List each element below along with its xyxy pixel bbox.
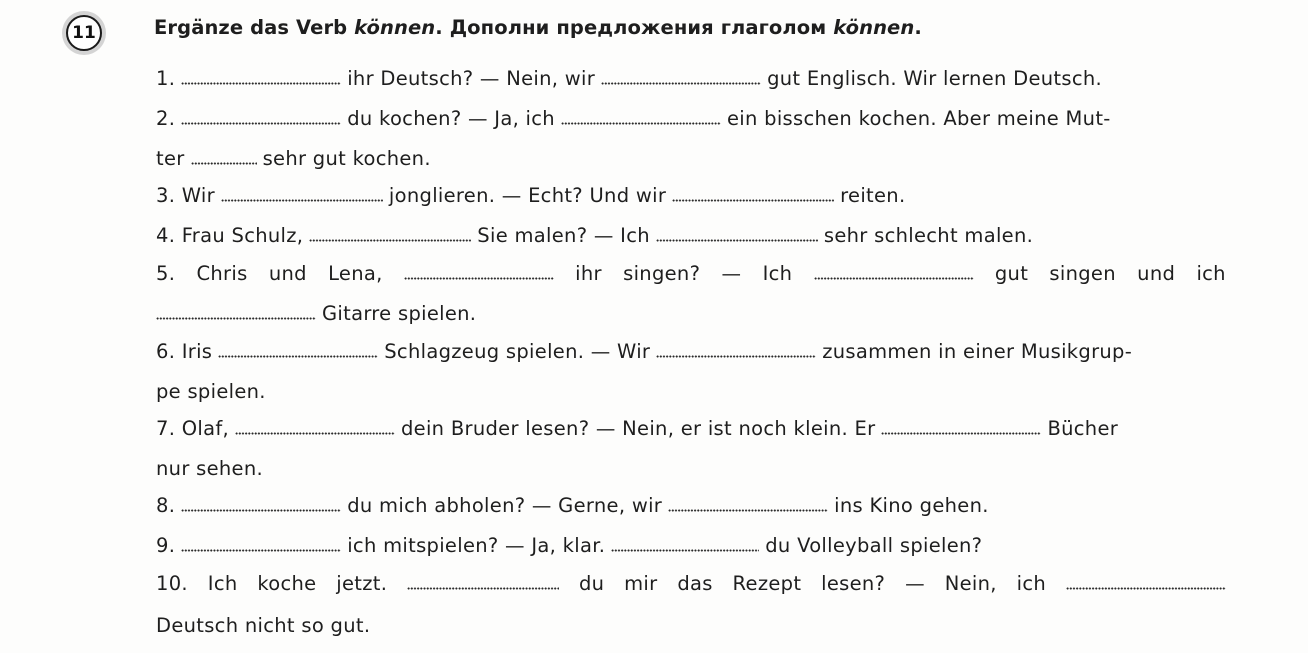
sentence-10-cont	[156, 611, 1226, 641]
sentence-text: sehr gut kochen.	[262, 147, 431, 170]
fill-blank[interactable]	[404, 270, 554, 280]
sentence-word: —	[905, 572, 925, 595]
sentence-word: koche	[257, 572, 317, 595]
exercise-number: 11	[66, 15, 102, 51]
sentence-word: und	[268, 262, 307, 285]
sentence-text: ich mitspielen? — Ja, klar.	[347, 534, 606, 557]
sentence-word: lesen?	[821, 572, 886, 595]
instruction-bold: Ergänze das Verb	[154, 16, 348, 39]
fill-blank[interactable]	[656, 348, 816, 358]
fill-blank[interactable]	[601, 75, 761, 85]
sentence-word: 5.	[156, 262, 176, 285]
sentence-text: ein bisschen kochen. Aber meine Mut-	[726, 107, 1111, 130]
sentence-word: Rezept	[732, 572, 802, 595]
sentence-text: pe spielen.	[156, 380, 266, 403]
sentence-text: 7. Olaf,	[156, 417, 229, 440]
sentence-text: 2.	[156, 107, 176, 130]
sentence-text: Bücher	[1047, 417, 1119, 440]
fill-blank[interactable]	[814, 270, 974, 280]
sentence-word: 10.	[156, 572, 188, 595]
sentence-text: du kochen? — Ja, ich	[347, 107, 555, 130]
sentence-8	[156, 491, 1226, 521]
sentence-word: Nein,	[944, 572, 997, 595]
instruction-verb: können	[354, 16, 436, 39]
fill-blank[interactable]	[156, 310, 316, 320]
sentence-10	[156, 569, 1226, 599]
fill-blank[interactable]	[309, 232, 471, 242]
sentence-text: nur sehen.	[156, 457, 264, 480]
fill-blank[interactable]	[1066, 580, 1226, 590]
sentence-text: Schlagzeug spielen. — Wir	[384, 340, 651, 363]
sentence-1	[156, 64, 1226, 94]
fill-blank[interactable]	[191, 155, 257, 165]
sentence-word: singen	[1049, 262, 1116, 285]
fill-blank[interactable]	[672, 192, 834, 202]
instruction-end: .	[914, 16, 922, 39]
sentence-text: gut Englisch. Wir lernen Deutsch.	[767, 67, 1103, 90]
sentence-6-cont	[156, 377, 1226, 407]
sentence-text: Deutsch nicht so gut.	[156, 614, 371, 637]
fill-blank[interactable]	[407, 580, 559, 590]
sentence-7-cont	[156, 454, 1226, 484]
sentence-text: ter	[156, 147, 185, 170]
fill-blank[interactable]	[181, 502, 341, 512]
sentence-word: du	[578, 572, 605, 595]
sentence-word: Ich	[207, 572, 238, 595]
sentence-text: reiten.	[840, 184, 906, 207]
exercise-instruction	[154, 16, 922, 39]
sentence-2-cont	[156, 144, 1226, 174]
fill-blank[interactable]	[611, 542, 759, 552]
fill-blank[interactable]	[181, 542, 341, 552]
instruction-russian: . Дополни предложения глаголом	[435, 16, 827, 39]
sentence-text: 8.	[156, 494, 176, 517]
sentence-2	[156, 104, 1226, 134]
sentence-text: sehr schlecht malen.	[823, 224, 1034, 247]
fill-blank[interactable]	[656, 232, 818, 242]
sentence-text: du mich abholen? — Gerne, wir	[347, 494, 663, 517]
sentence-6	[156, 337, 1226, 367]
sentence-text: jonglieren. — Echt? Und wir	[388, 184, 667, 207]
sentence-text: 1.	[156, 67, 176, 90]
sentence-word: Lena,	[328, 262, 383, 285]
fill-blank[interactable]	[181, 115, 341, 125]
sentence-7	[156, 414, 1226, 444]
sentence-text: du Volleyball spielen?	[765, 534, 983, 557]
sentence-word: gut	[994, 262, 1029, 285]
fill-blank[interactable]	[561, 115, 721, 125]
instruction-verb-2: können	[833, 16, 915, 39]
sentence-word: jetzt.	[336, 572, 388, 595]
sentence-word: ihr	[575, 262, 602, 285]
fill-blank[interactable]	[881, 425, 1041, 435]
sentence-word: Chris	[196, 262, 248, 285]
sentence-text: 6. Iris	[156, 340, 213, 363]
exercise-number-badge	[62, 11, 106, 55]
sentence-word: ich	[1196, 262, 1226, 285]
sentence-text: 9.	[156, 534, 176, 557]
sentence-word: ich	[1016, 572, 1047, 595]
sentence-text: Sie malen? — Ich	[477, 224, 650, 247]
sentence-word: und	[1137, 262, 1176, 285]
sentence-text: dein Bruder lesen? — Nein, er ist noch klein. Er	[400, 417, 876, 440]
sentence-text: Gitarre spielen.	[322, 302, 477, 325]
fill-blank[interactable]	[235, 425, 395, 435]
sentence-5-cont	[156, 299, 1226, 329]
fill-blank[interactable]	[221, 192, 383, 202]
fill-blank[interactable]	[181, 75, 341, 85]
sentence-text: 4. Frau Schulz,	[156, 224, 304, 247]
sentence-4	[156, 221, 1226, 251]
sentence-word: —	[721, 262, 742, 285]
sentence-3	[156, 181, 1226, 211]
sentence-text: 3. Wir	[156, 184, 215, 207]
sentence-5	[156, 259, 1226, 289]
sentence-text: ins Kino gehen.	[834, 494, 989, 517]
sentence-word: das	[677, 572, 713, 595]
sentence-text: ihr Deutsch? — Nein, wir	[347, 67, 596, 90]
sentence-word: Ich	[762, 262, 793, 285]
fill-blank[interactable]	[668, 502, 828, 512]
sentence-word: singen?	[623, 262, 701, 285]
fill-blank[interactable]	[218, 348, 378, 358]
sentence-9	[156, 531, 1226, 561]
sentence-word: mir	[624, 572, 658, 595]
sentence-text: zusammen in einer Musikgrup-	[822, 340, 1133, 363]
